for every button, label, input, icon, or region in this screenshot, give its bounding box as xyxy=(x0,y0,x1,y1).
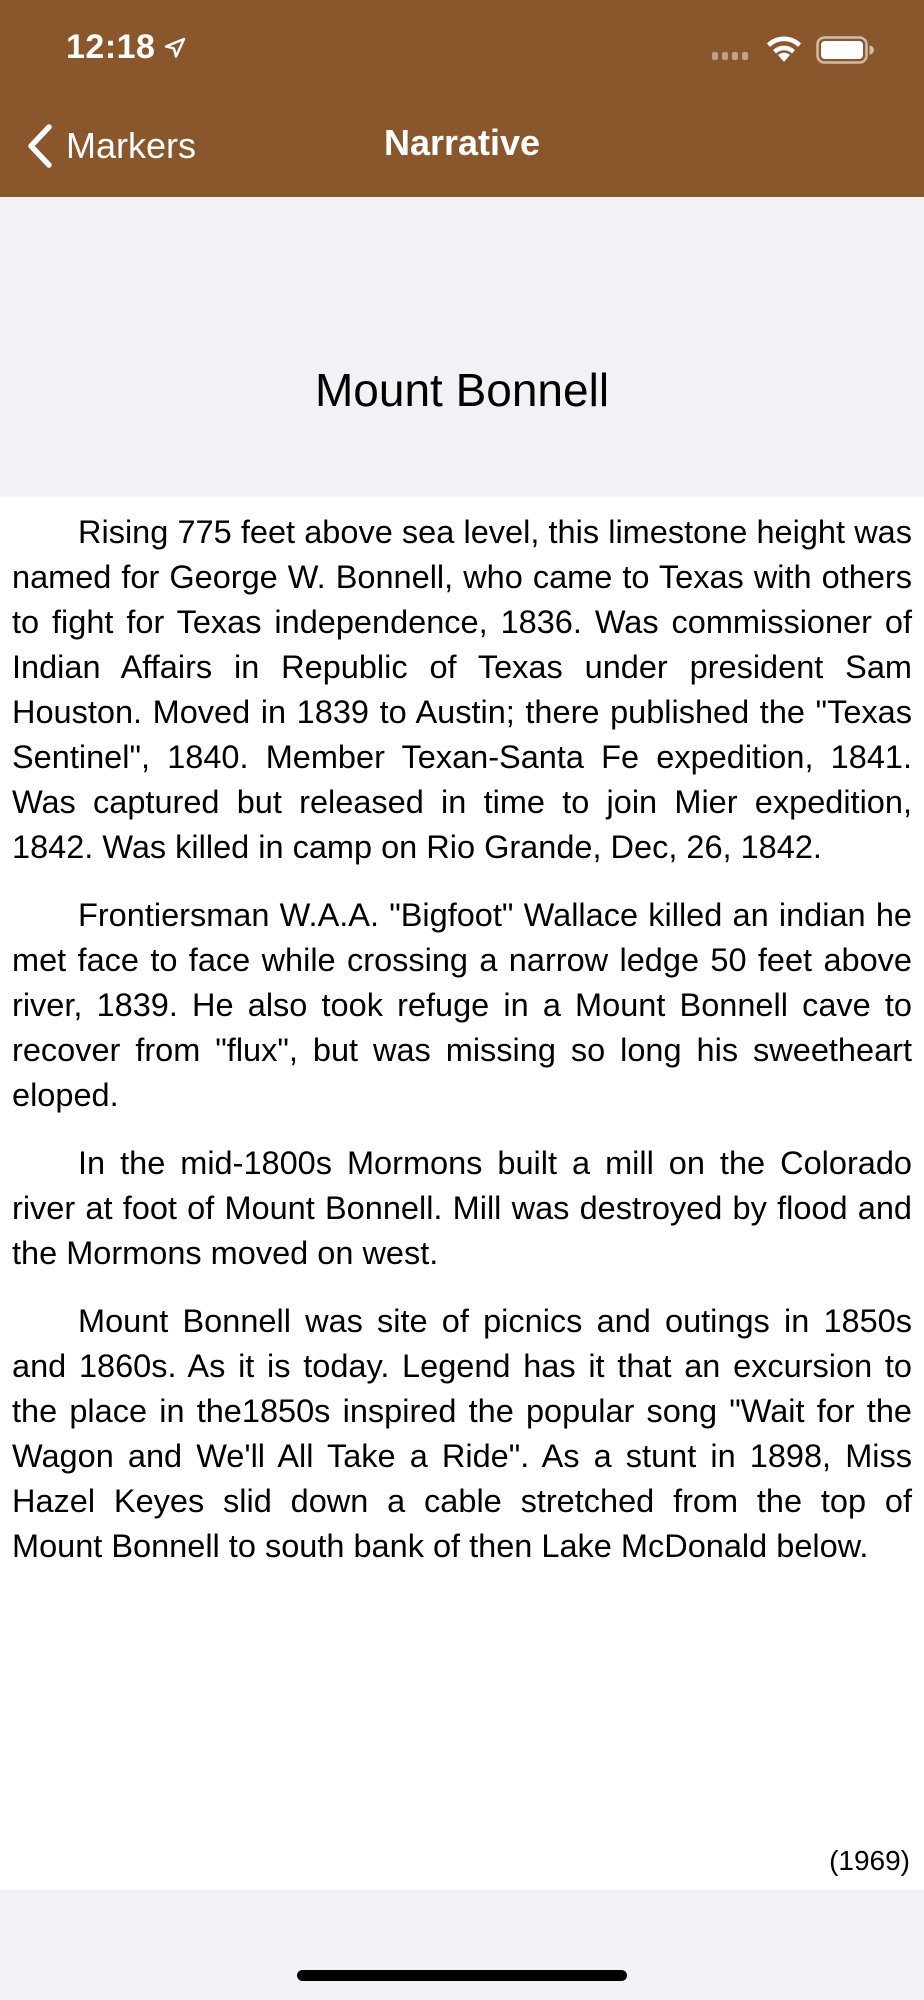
narrative-paragraph: In the mid-1800s Mormons built a mill on the Colorado river at foot of Mount Bonnell. Mill was destroyed by flood and the Mormons moved on west. xyxy=(12,1145,912,1271)
narrative-content xyxy=(0,497,924,1890)
marker-title: Mount Bonnell xyxy=(314,364,610,416)
narrative-paragraph: Rising 775 feet above sea level, this limestone height was named for George W. Bonnell, who came to Texas with others to fight for Texas independence, 1836. Was commissioner of Indian Affairs in Republic of Texas under president Sam Houston. Moved in 1839 to Austin; there published the "Texas Sentinel", 1840. Member Texan-Santa Fe expedition, 1841. Was captured but released in time to join Mier expedition, 1842. Was killed in camp on Rio Grande, Dec, 26, 1842. xyxy=(12,514,912,865)
status-time-label: 12:18 xyxy=(66,28,156,66)
location-arrow-icon xyxy=(163,36,187,60)
narrative-text xyxy=(12,510,912,1592)
status-time xyxy=(66,28,187,67)
wifi-icon xyxy=(764,34,804,64)
battery-icon xyxy=(816,36,874,64)
narrative-paragraph: Mount Bonnell was site of picnics and outings in 1850s and 1860s. As it is today. Legend has it that an excursion to the place in the1850s inspired the popular song "Wait for the Wagon and We'll All Take a Ride". As a stunt in 1898, Miss Hazel Keyes slid down a cable stretched from the top of Mount Bonnell to south bank of then Lake McDonald below. xyxy=(12,1303,912,1564)
nav-bar xyxy=(0,100,924,197)
home-indicator[interactable] xyxy=(297,1970,627,1981)
cellular-signal-icon xyxy=(712,52,748,60)
navigation-header xyxy=(0,0,924,197)
back-button-label: Markers xyxy=(66,125,197,166)
nav-title: Narrative xyxy=(383,122,541,163)
narrative-paragraph: Frontiersman W.A.A. "Bigfoot" Wallace killed an indian he met face to face while crossing a narrow ledge 50 feet above river, 1839. He also took refuge in a Mount Bonnell cave to recover from "flux", but was missing so long his sweetheart eloped. xyxy=(12,897,912,1113)
marker-year: (1969) xyxy=(829,1845,910,1876)
status-bar xyxy=(0,0,924,100)
title-section xyxy=(0,197,924,497)
